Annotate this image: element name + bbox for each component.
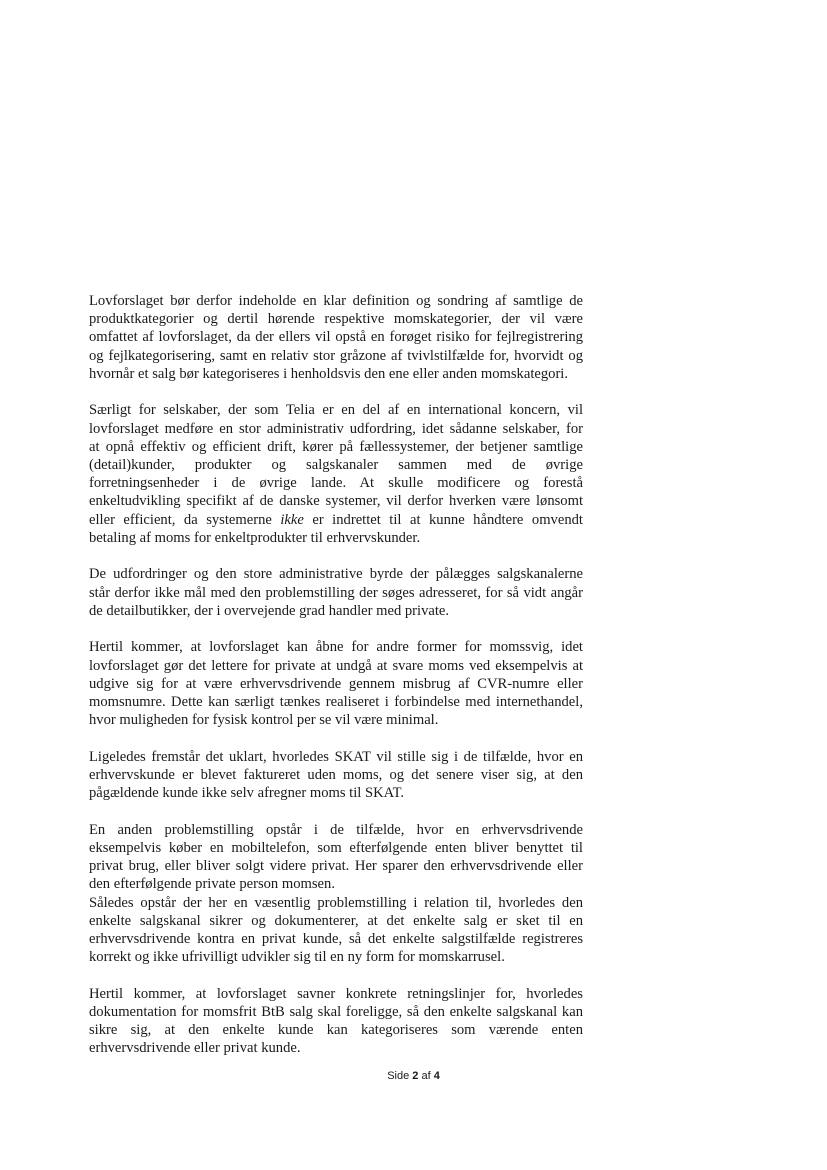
paragraph-vat-fraud bbox=[89, 638, 583, 729]
text-line: hvornår et salg bør kategoriseres i henholdsvis den ene eller anden momskategori. bbox=[89, 365, 569, 382]
text-line: Særligt for selskaber, der som Telia er en del af en international koncern, vil bbox=[89, 402, 583, 419]
text-line: erhvervsdrivende eller privat kunde. bbox=[89, 1040, 301, 1057]
footer-prefix: Side bbox=[387, 1070, 413, 1082]
document-body bbox=[89, 292, 583, 1076]
text-line: (detail)kunder, produkter og salgskanaler sammen med de øvrige bbox=[89, 457, 583, 474]
text-line: lovforslaget gør det lettere for private at undgå at svare moms ved eksempelvis at bbox=[89, 657, 583, 674]
text-line: udgive sig for at være erhvervsdrivende gennem misbrug af CVR-numre eller bbox=[89, 675, 583, 692]
emphasis-text: ikke bbox=[280, 511, 304, 528]
text-line: dokumentation for momsfrit BtB salg skal foreligge, så den enkelte salgskanal kan bbox=[89, 1004, 583, 1021]
text-line: pågældende kunde ikke selv afregner moms til SKAT. bbox=[89, 785, 405, 802]
footer-total-pages: 4 bbox=[433, 1070, 440, 1082]
text-line: hvor muligheden for fysisk kontrol per se vil være minimal. bbox=[89, 712, 439, 729]
text-line: Lovforslaget bør derfor indeholde en klar definition og sondring af samtlige de bbox=[89, 293, 583, 309]
text-line: privat brug, eller bliver solgt videre privat. Her sparer den erhvervsdrivende eller bbox=[89, 858, 583, 875]
paragraph-definition bbox=[89, 292, 583, 383]
text-line: momsnumre. Dette kan særligt tænkes realiseret i forbindelse med internethandel, bbox=[89, 694, 583, 711]
text-line: enkeltudvikling specifikt af de danske systemer, vil derfor hverken være lønsomt bbox=[89, 493, 583, 510]
paragraph-telia-systems bbox=[89, 401, 583, 547]
text-line: forretningsenheder i de øvrige lande. At skulle modificere og forestå bbox=[89, 475, 583, 492]
text-line: Hertil kommer, at lovforslaget savner konkrete retningslinjer for, hvorledes bbox=[89, 985, 583, 1002]
paragraph-mobile-phone bbox=[89, 821, 583, 894]
text-line: enkelte salgskanal sikrer og dokumenterer, at det enkelte salg er sket til en bbox=[89, 912, 583, 929]
paragraph-admin-burden bbox=[89, 565, 583, 620]
text-line: korrekt og ikke ufrivilligt udvikler sig til en ny form for momskarrusel. bbox=[89, 949, 505, 966]
text-line: eksempelvis køber en mobiltelefon, som efterfølgende enten bliver benyttet til bbox=[89, 840, 583, 857]
paragraph-btb-guidelines bbox=[89, 985, 583, 1058]
paragraph-documentation-issue bbox=[89, 894, 583, 967]
text-line: Således opstår der her en væsentlig problemstilling i relation til, hvorledes den bbox=[89, 894, 583, 911]
text-line: Hertil kommer, at lovforslaget kan åbne for andre former for momssvig, idet bbox=[89, 639, 583, 656]
text-line: sikre sig, at den enkelte kunde kan kategoriseres som værende enten bbox=[89, 1022, 583, 1039]
text-line: den efterfølgende private person momsen. bbox=[89, 876, 335, 893]
text-line: Ligeledes fremstår det uklart, hvorledes SKAT vil stille sig i de tilfælde, hvor en bbox=[89, 748, 583, 765]
paragraph-skat-unclear bbox=[89, 748, 583, 803]
text-line: En anden problemstilling opstår i de tilfælde, hvor en erhvervsdrivende bbox=[89, 821, 583, 838]
text-line: omfattet af lovforslaget, da der ellers vil opstå en forøget risiko for fejlregistrering bbox=[89, 329, 583, 346]
text-line: de detailbutikker, der i overvejende grad handler med private. bbox=[89, 602, 450, 619]
page-number-footer bbox=[0, 1070, 827, 1082]
footer-separator: af bbox=[418, 1070, 434, 1082]
text-line-italic: eller efficient, da systemerne ikke er indrettet til at kunne håndtere omvendt bbox=[89, 511, 583, 528]
text-line: står derfor ikke mål med den problemstilling der søges adresseret, for så vidt angår bbox=[89, 584, 583, 601]
text-line: og fejlkategorisering, samt en relativ stor gråzone af tvivlstilfælde for, hvorvidt og bbox=[89, 347, 583, 364]
footer-current-page: 2 bbox=[412, 1070, 419, 1082]
text-line: at opnå effektiv og efficient drift, kører på fællessystemer, der betjener samtlige bbox=[89, 438, 583, 455]
text-line: betaling af moms for enkeltprodukter til erhvervskunder. bbox=[89, 529, 421, 546]
text-line: lovforslaget medføre en stor administrativ udfordring, idet sådanne selskaber, for bbox=[89, 420, 583, 437]
text-line: erhvervskunde er blevet faktureret uden moms, og det senere viser sig, at den bbox=[89, 767, 583, 784]
text-line: produktkategorier og dertil hørende respektive momskategorier, der vil være bbox=[89, 311, 583, 328]
text-line: erhvervsdrivende kontra en privat kunde, så det enkelte salgstilfælde registreres bbox=[89, 931, 583, 948]
text-line: De udfordringer og den store administrative byrde der pålægges salgskanalerne bbox=[89, 566, 583, 583]
